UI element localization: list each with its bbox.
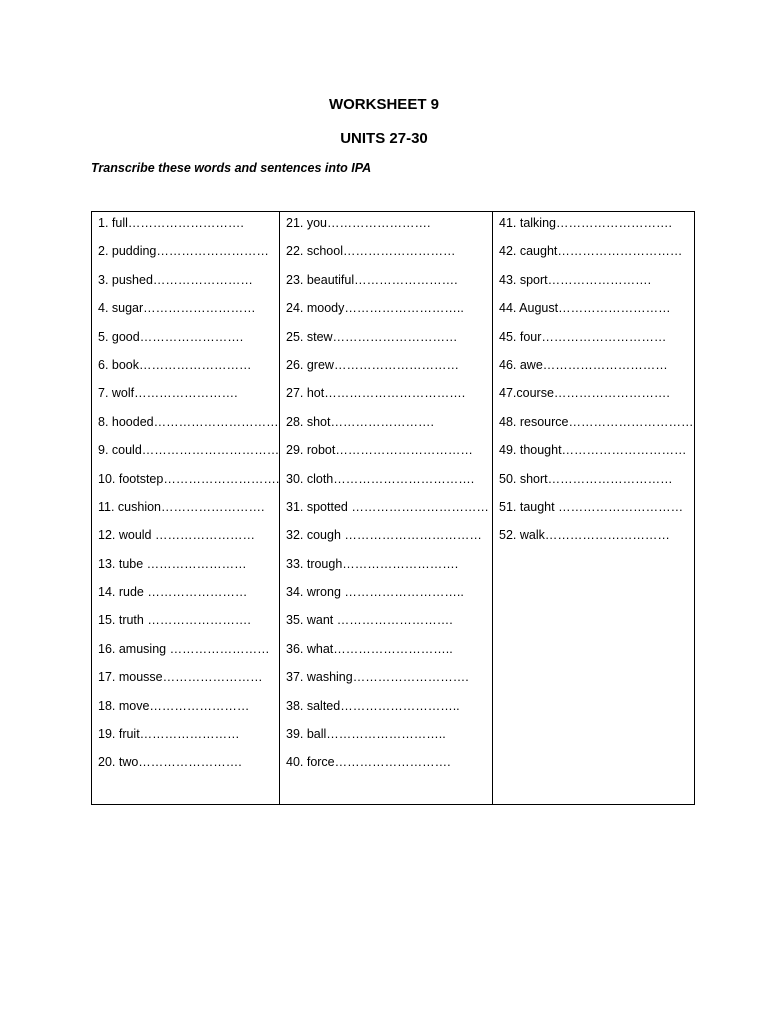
word-item: 5. good……………………. xyxy=(98,329,244,344)
word-item: 32. cough …………………………… xyxy=(286,528,482,543)
word-item: 4. sugar……………………… xyxy=(98,301,256,316)
word-column-3 xyxy=(492,212,694,804)
word-column-2 xyxy=(279,212,492,804)
word-table xyxy=(91,211,695,805)
word-item: 23. beautiful……………………. xyxy=(286,272,458,287)
word-item: 42. caught………………………… xyxy=(499,244,683,259)
word-item: 3. pushed…………………… xyxy=(98,272,253,287)
word-item: 33. trough………………………. xyxy=(286,556,459,571)
word-item: 6. book……………………… xyxy=(98,357,252,372)
word-item: 28. shot……………………. xyxy=(286,414,434,429)
word-item: 20. two……………………. xyxy=(98,755,242,770)
word-item: 38. salted……………………….. xyxy=(286,698,460,713)
word-item: 47.course………………………. xyxy=(499,386,670,401)
word-item: 44. August……………………… xyxy=(499,301,671,316)
word-item: 7. wolf……………………. xyxy=(98,386,238,401)
word-item: 8. hooded………………………… xyxy=(98,414,279,429)
word-item: 14. rude …………………… xyxy=(98,585,248,600)
word-item: 27. hot……………………………. xyxy=(286,386,466,401)
word-item: 39. ball……………………….. xyxy=(286,727,446,742)
word-item: 37. washing………………………. xyxy=(286,670,469,685)
word-item: 21. you……………………. xyxy=(286,216,431,230)
word-item: 29. robot…………………………… xyxy=(286,443,473,458)
word-item: 17. mousse…………………… xyxy=(98,670,263,685)
word-item: 49. thought………………………… xyxy=(499,443,687,458)
word-item: 40. force………………………. xyxy=(286,755,451,770)
word-item: 22. school……………………… xyxy=(286,244,456,259)
word-item: 19. fruit…………………… xyxy=(98,727,240,742)
word-item: 10. footstep………………………. xyxy=(98,471,280,486)
instructions-text: Transcribe these words and sentences into IPA xyxy=(91,161,372,175)
word-item: 36. what……………………….. xyxy=(286,641,453,656)
word-item: 50. short………………………… xyxy=(499,471,673,486)
word-item: 26. grew………………………… xyxy=(286,357,459,372)
word-item: 48. resource………………………… xyxy=(499,414,694,429)
word-item: 9. could…………………………… xyxy=(98,443,280,458)
word-item: 16. amusing …………………… xyxy=(98,641,270,656)
units-subtitle: UNITS 27-30 xyxy=(340,130,428,147)
word-item: 41. talking………………………. xyxy=(499,216,672,230)
word-item: 1. full………………………. xyxy=(98,216,244,230)
word-item: 31. spotted …………………………… xyxy=(286,499,489,514)
word-item: 51. taught ………………………… xyxy=(499,499,684,514)
word-item: 13. tube …………………… xyxy=(98,556,247,571)
word-item: 45. four………………………… xyxy=(499,329,667,344)
word-item: 18. move…………………… xyxy=(98,698,250,713)
word-item: 52. walk………………………… xyxy=(499,528,670,543)
word-item: 25. stew………………………… xyxy=(286,329,458,344)
word-column-1 xyxy=(92,212,279,804)
word-item: 30. cloth……………………………. xyxy=(286,471,475,486)
word-item: 12. would …………………… xyxy=(98,528,255,543)
word-item: 34. wrong ……………………….. xyxy=(286,585,464,600)
word-item: 11. cushion……………………. xyxy=(98,499,265,514)
worksheet-title: WORKSHEET 9 xyxy=(328,96,439,113)
word-item: 2. pudding……………………… xyxy=(98,244,269,259)
word-item: 15. truth ……………………. xyxy=(98,613,251,628)
word-item: 46. awe………………………… xyxy=(499,357,668,372)
word-item: 43. sport……………………. xyxy=(499,272,652,287)
word-item: 24. moody……………………….. xyxy=(286,301,464,316)
word-item: 35. want ………………………. xyxy=(286,613,453,628)
